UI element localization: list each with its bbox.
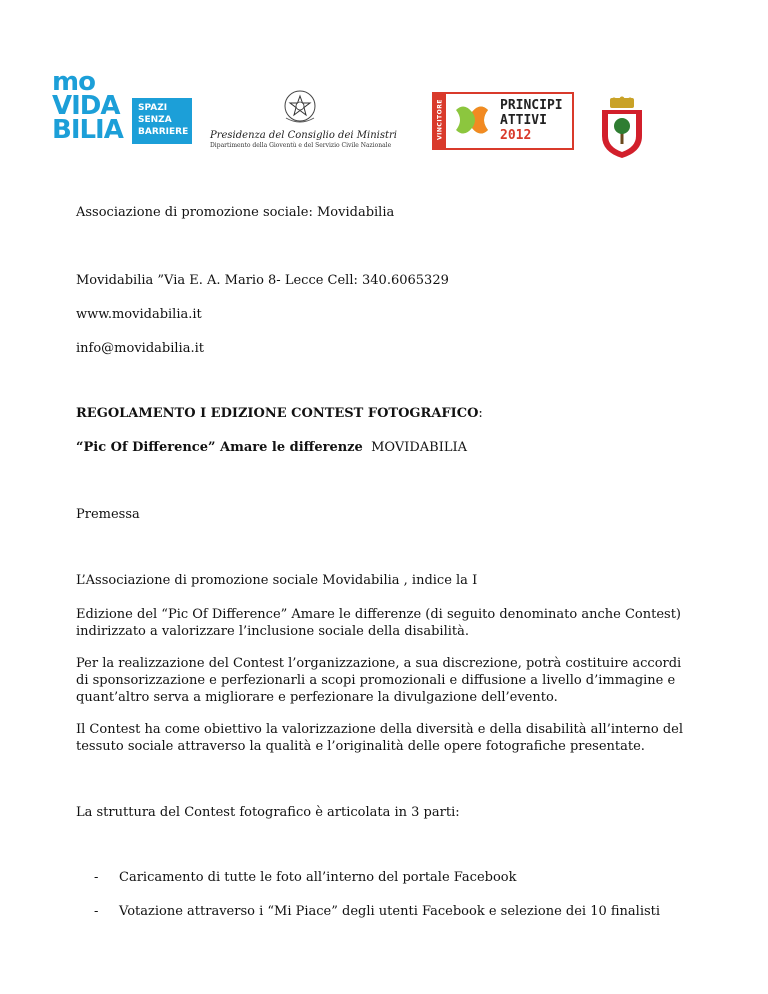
italian-emblem-icon — [278, 88, 322, 126]
winner-label: VINCITORE — [436, 99, 444, 140]
email-link[interactable]: info@movidabilia.it — [76, 341, 204, 356]
rules-heading-colon: : — [478, 406, 483, 421]
list-item: Caricamento di tutte le foto all’interno del portale Facebook — [119, 870, 517, 885]
premessa-heading: Premessa — [76, 507, 140, 522]
logo-tagline-box — [132, 98, 192, 144]
paragraph-3: Il Contest ha come obiettivo la valorizzazione della diversità e della disabilità all’interno del tessuto sociale attraverso la qualità e l’originalità delle opere fotografiche presentate. — [76, 722, 684, 754]
logo-text-line: mo — [52, 67, 95, 97]
paragraph-2: Per la realizzazione del Contest l’organizzazione, a sua discrezione, potrà costituire accordi di sponsorizzazione e perfezionarli a scopi promozionali e diffusione a livello d’immagine e quant’altro serva a migliorare e perfezionare la divulgazione dell’evento. — [76, 656, 682, 705]
logo-year: 2012 — [500, 128, 532, 143]
cross-mark-icon — [452, 100, 492, 140]
principi-attivi-text — [500, 98, 563, 143]
rules-heading — [76, 405, 483, 422]
structure-line: La struttura del Contest fotografico è articolata in 3 parti: — [76, 805, 460, 820]
paragraph-1: Edizione del “Pic Of Difference” Amare le differenze (di seguito denominato anche Contest) indirizzato a valorizzare l’inclusione sociale della disabilità. — [76, 607, 681, 639]
contest-title-text: “Pic Of Difference” Amare le differenze — [76, 440, 363, 455]
address-line: Movidabilia ”Via E. A. Mario 8- Lecce Cell: 340.6065329 — [76, 273, 449, 288]
principi-attivi-logo — [432, 92, 574, 150]
movidabilia-logo — [52, 67, 192, 146]
logo-strip — [0, 0, 768, 160]
regione-crest-icon — [596, 96, 648, 160]
logo-tagline: BARRIERE — [138, 127, 189, 137]
intro-paragraph: L’Associazione di promozione sociale Movidabilia , indice la I — [76, 573, 478, 588]
logo-text-line: BILIA — [52, 115, 123, 145]
presidenza-title: Presidenza del Consiglio dei Ministri — [210, 130, 397, 141]
logo-text-line: ATTIVI — [500, 113, 547, 128]
logo-tagline: SPAZI — [138, 103, 168, 113]
rules-heading-text: REGOLAMENTO I EDIZIONE CONTEST FOTOGRAFICO — [76, 406, 479, 421]
contest-title-suffix: MOVIDABILIA — [371, 440, 468, 455]
list-item: Votazione attraverso i “Mi Piace” degli utenti Facebook e selezione dei 10 finalisti — [119, 904, 661, 919]
presidenza-subtitle: Dipartimento della Gioventù e del Servizio Civile Nazionale — [210, 142, 392, 149]
bullet-dash: - — [94, 870, 99, 885]
website-link[interactable]: www.movidabilia.it — [76, 307, 202, 322]
contest-title — [76, 439, 467, 456]
association-line: Associazione di promozione sociale: Movidabilia — [76, 205, 395, 220]
logo-text-line: VIDA — [52, 91, 120, 121]
winner-band — [434, 94, 446, 148]
logo-tagline: SENZA — [138, 115, 172, 125]
bullet-dash: - — [94, 904, 99, 919]
logo-text-line: PRINCIPI — [500, 98, 563, 113]
presidenza-logo — [210, 88, 397, 152]
